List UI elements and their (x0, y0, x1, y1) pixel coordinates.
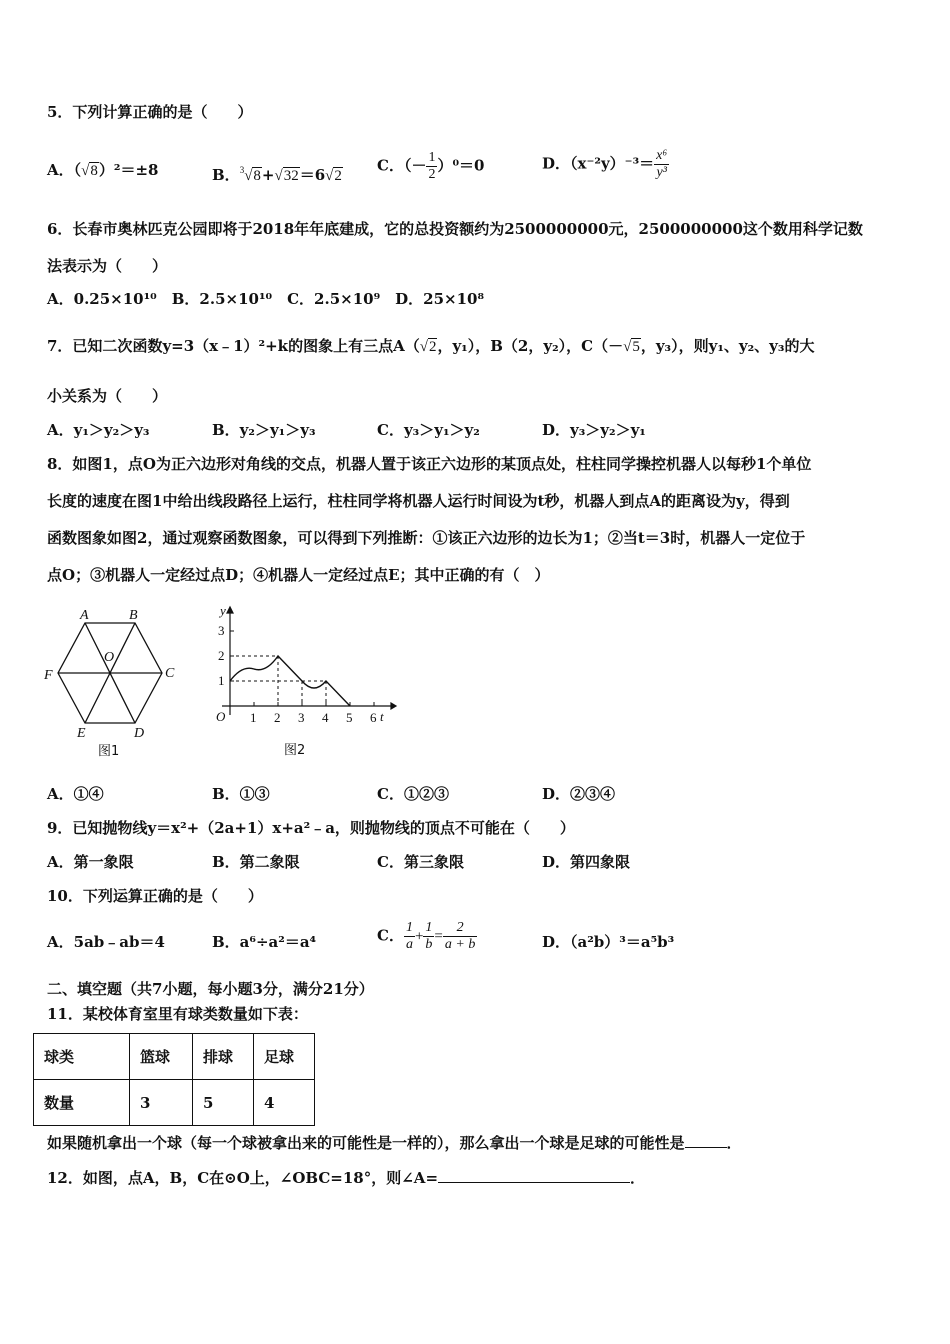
q6-stem-line1: 6．长春市奥林匹克公园即将于2018年年底建成，它的总投资额约为2500000000元，2500000000这个数用科学记数 (47, 220, 863, 238)
point-f-label: F (44, 668, 53, 683)
x-tick-3: 3 (298, 710, 305, 725)
figure-2-caption: 图2 (284, 743, 306, 758)
point-c-label: C (165, 666, 175, 681)
q8-stem-line3: 函数图象如图2，通过观察函数图象，可以得到下列推断：①该正六边形的边长为1；②当t＝3时，机器人一定位于 (47, 529, 806, 547)
point-b-label: B (129, 608, 138, 623)
table-row (34, 1034, 315, 1080)
table-cell: 篮球 (130, 1034, 193, 1080)
point-a-label: A (80, 608, 89, 623)
y-tick-3: 3 (218, 623, 225, 638)
q6-stem-line2: 法表示为（ ） (47, 257, 168, 275)
figure-2-graph (208, 603, 398, 763)
point-d-label: D (134, 726, 145, 741)
q9-option-c: C．第三象限 (377, 853, 464, 871)
q7-option-c: C．y₃＞y₁＞y₂ (377, 421, 480, 439)
table-cell: 5 (193, 1080, 254, 1126)
q5-option-a: A．（√8）²＝±8 (47, 161, 159, 179)
x-axis-arrow (391, 703, 396, 709)
q7-option-a: A．y₁＞y₂＞y₃ (47, 421, 150, 439)
q10-option-d: D．（a²b）³＝a⁵b³ (542, 933, 675, 951)
q8-option-a: A．①④ (47, 785, 104, 803)
table-row (34, 1080, 315, 1126)
point-o-label: O (104, 650, 115, 665)
point-e-label: E (77, 726, 86, 741)
figure-1-hexagon (40, 605, 190, 760)
q10-stem: 10．下列运算正确的是（ ） (47, 887, 263, 905)
table-cell: 球类 (34, 1034, 130, 1080)
q9-stem: 9．已知抛物线y＝x²+（2a+1）x+a²﹣a，则抛物线的顶点不可能在（ ） (47, 819, 575, 837)
q7-option-b: B．y₂＞y₁＞y₃ (212, 421, 316, 439)
q5-option-c: C．（－ $\frac{1}{2}$ ）⁰＝0 (377, 150, 485, 182)
table-cell: 足球 (254, 1034, 315, 1080)
q11-stem: 11．某校体育室里有球类数量如下表： (47, 1005, 308, 1023)
x-tick-1: 1 (250, 710, 257, 725)
q9-option-b: B．第二象限 (212, 853, 300, 871)
q10-option-c: C． $\frac{1}{a}$ + $\frac{1}{b}$ = $\frac{2}{a + b}$ (377, 920, 476, 952)
figure-1-caption: 图1 (98, 744, 120, 759)
ball-count-table (33, 1033, 315, 1126)
x-axis-label: t (380, 709, 384, 724)
q5-option-d: D．（x⁻²y）⁻³＝ $\frac{\text{x⁶}}{\text{y³}}$ (542, 148, 668, 180)
q11-question: 如果随机拿出一个球（每一个球被拿出来的可能性是一样的），那么拿出一个球是足球的可能性是 ． (47, 1134, 742, 1152)
x-tick-5: 5 (346, 710, 353, 725)
table-cell: 3 (130, 1080, 193, 1126)
q12-stem: 12．如图，点A，B，C在⊙O上，∠OBC=18°，则∠A= ． (47, 1169, 646, 1187)
q10-option-a: A．5ab﹣ab＝4 (47, 933, 165, 951)
q8-stem-line4: 点O；③机器人一定经过点D；④机器人一定经过点E；其中正确的有（ ） (47, 566, 550, 584)
q8-stem-line2: 长度的速度在图1中给出线段路径上运行，柱柱同学将机器人运行时间设为t秒，机器人到点A的距离设为y，得到 (47, 492, 790, 510)
y-tick-2: 2 (218, 648, 225, 663)
y-axis-label: y (220, 603, 226, 618)
q10-option-b: B．a⁶÷a²＝a⁴ (212, 933, 317, 951)
q5-option-b: B．$^3$√8+√32＝6√2 (212, 165, 342, 184)
y-axis-arrow (227, 607, 233, 613)
q9-option-a: A．第一象限 (47, 853, 134, 871)
q7-stem-line2: 小关系为（ ） (47, 387, 168, 405)
q8-option-d: D．②③④ (542, 785, 616, 803)
q9-option-d: D．第四象限 (542, 853, 631, 871)
q8-option-c: C．①②③ (377, 785, 449, 803)
x-tick-2: 2 (274, 710, 281, 725)
q6-options: A．0.25×10¹⁰ B．2.5×10¹⁰ C．2.5×10⁹ D．25×10⁸ (47, 290, 485, 308)
q5-stem: 5．下列计算正确的是（ ） (47, 103, 253, 121)
x-tick-6: 6 (370, 710, 377, 725)
q7-stem-line1: 7．已知二次函数y=3（x﹣1）²+k的图象上有三点A（√2，y₁），B（2，y₂），C（－√5，y₃），则y₁、y₂、y₃的大 (47, 337, 815, 355)
x-tick-4: 4 (322, 710, 329, 725)
origin-label: O (216, 709, 226, 724)
y-tick-1: 1 (218, 673, 225, 688)
q8-option-b: B．①③ (212, 785, 270, 803)
table-cell: 数量 (34, 1080, 130, 1126)
section-2-heading: 二、填空题（共7小题，每小题3分，满分21分） (47, 980, 374, 998)
q8-stem-line1: 8．如图1，点O为正六边形对角线的交点，机器人置于该正六边形的某顶点处，柱柱同学操控机器人以每秒1个单位 (47, 455, 812, 473)
table-cell: 排球 (193, 1034, 254, 1080)
q7-option-d: D．y₃＞y₂＞y₁ (542, 421, 646, 439)
table-cell: 4 (254, 1080, 315, 1126)
